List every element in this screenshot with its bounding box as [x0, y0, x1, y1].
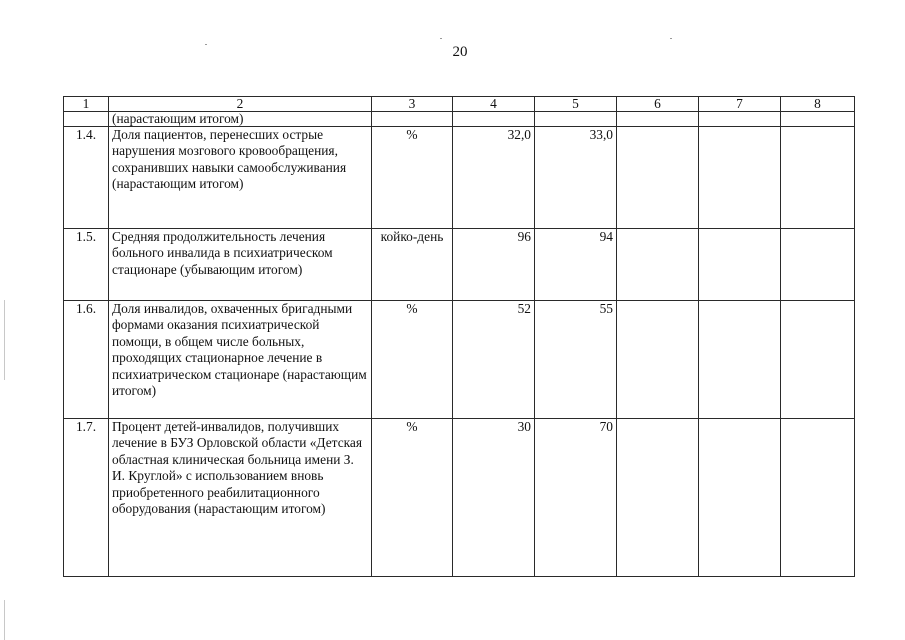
indicator-name: Доля пациентов, перенесших острые нарушения мозгового кровообращения, сохранивших навыки самообслуживания (нарастающим итогом): [109, 127, 372, 229]
value-cell-col4: 32,0: [453, 127, 535, 229]
column-header: 1: [64, 97, 109, 112]
value-cell-col5: 33,0: [535, 127, 617, 229]
page-number: 20: [452, 44, 468, 60]
row-number: 1.4.: [64, 127, 109, 229]
indicator-name: Процент детей-инвалидов, получивших лечение в БУЗ Орловской области «Детская областная клиническая больница имени З. И. Круглой» с использованием вновь приобретенного реабилитационного оборудования (нарастающим итогом): [109, 419, 372, 577]
table-cell: [64, 112, 109, 127]
column-header: 5: [535, 97, 617, 112]
continuation-row: [64, 112, 855, 127]
unit-cell: %: [372, 301, 453, 419]
column-header: 6: [617, 97, 699, 112]
value-cell-col5: 70: [535, 419, 617, 577]
value-cell-col7: [699, 127, 781, 229]
column-header: 4: [453, 97, 535, 112]
scan-speck: [205, 44, 207, 45]
continuation-text: (нарастающим итогом): [109, 112, 372, 127]
column-header: 8: [781, 97, 855, 112]
value-cell-col8: [781, 419, 855, 577]
value-cell-col6: [617, 419, 699, 577]
table-row: [64, 127, 855, 229]
value-cell-col4: 52: [453, 301, 535, 419]
table-cell: [535, 112, 617, 127]
scan-speck: [670, 38, 672, 39]
scan-speck: [440, 38, 442, 39]
value-cell-col6: [617, 127, 699, 229]
scan-edge: [4, 300, 5, 380]
table-cell: [781, 112, 855, 127]
column-header: 3: [372, 97, 453, 112]
value-cell-col6: [617, 301, 699, 419]
column-header: 7: [699, 97, 781, 112]
row-number: 1.5.: [64, 229, 109, 301]
table-cell: [372, 112, 453, 127]
value-cell-col5: 94: [535, 229, 617, 301]
indicator-name: Доля инвалидов, охваченных бригадными формами оказания психиатрической помощи, в общем числе больных, проходящих стационарное лечение в психиатрическом стационаре (нарастающим итогом): [109, 301, 372, 419]
scan-edge: [4, 600, 5, 640]
value-cell-col7: [699, 301, 781, 419]
unit-cell: %: [372, 419, 453, 577]
value-cell-col7: [699, 419, 781, 577]
value-cell-col8: [781, 229, 855, 301]
value-cell-col5: 55: [535, 301, 617, 419]
value-cell-col8: [781, 301, 855, 419]
value-cell-col4: 96: [453, 229, 535, 301]
unit-cell: койко-день: [372, 229, 453, 301]
indicator-name: Средняя продолжительность лечения больного инвалида в психиатрическом стационаре (убывающим итогом): [109, 229, 372, 301]
column-header: 2: [109, 97, 372, 112]
value-cell-col4: 30: [453, 419, 535, 577]
table-row: [64, 419, 855, 577]
column-header-row: [64, 97, 855, 112]
row-number: 1.6.: [64, 301, 109, 419]
table-row: [64, 229, 855, 301]
value-cell-col8: [781, 127, 855, 229]
row-number: 1.7.: [64, 419, 109, 577]
table-cell: [453, 112, 535, 127]
indicators-table: [63, 96, 855, 577]
table-cell: [617, 112, 699, 127]
value-cell-col6: [617, 229, 699, 301]
table-cell: [699, 112, 781, 127]
value-cell-col7: [699, 229, 781, 301]
unit-cell: %: [372, 127, 453, 229]
table-row: [64, 301, 855, 419]
